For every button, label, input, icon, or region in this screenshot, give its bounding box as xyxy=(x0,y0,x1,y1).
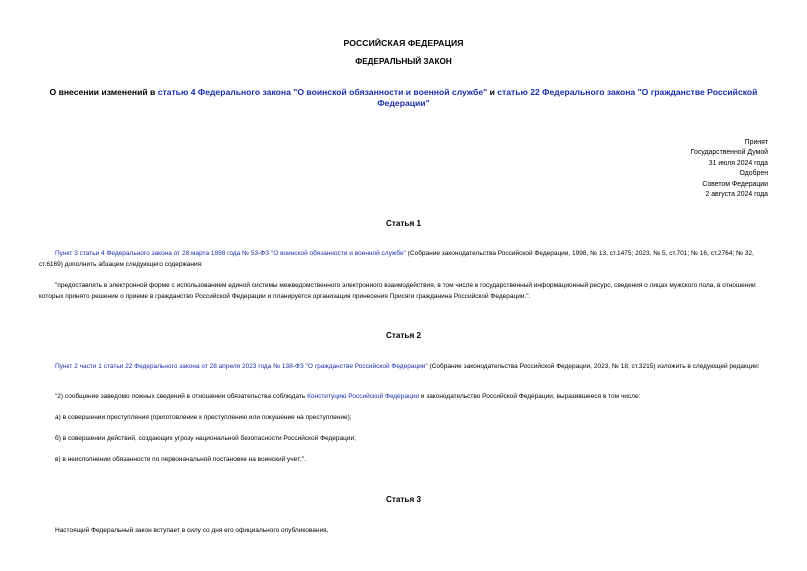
article-2-paragraph-2 xyxy=(39,391,768,402)
title-link-article-22[interactable]: статью 22 Федерального закона "О гражданстве Российской Федерации" xyxy=(377,87,758,108)
article-2-amendment-link[interactable]: Пункт 2 части 1 статьи 22 Федерального закона от 28 апреля 2023 года № 138-ФЗ "О гражданстве Российской Федерации" xyxy=(55,363,428,370)
article-3-heading: Статья 3 xyxy=(385,495,422,504)
article-1-amendment-link[interactable]: Пункт 3 статьи 4 Федерального закона от 28 марта 1998 года № 53-ФЗ "О воинской обязанности и военной службе" xyxy=(55,250,406,257)
acceptance-block xyxy=(628,138,768,200)
title-prefix: О внесении изменений в xyxy=(49,87,158,97)
law-type-heading: ФЕДЕРАЛЬНЫЙ ЗАКОН xyxy=(355,57,452,66)
article-2-paragraph-1-text: (Собрание законодательства Российской Федерации, 2023, № 18, ст.3215) изложить в следующей редакции: xyxy=(427,363,760,370)
article-2-item-c: в) в неисполнении обязанности по первоначальной постановке на воинский учет;". xyxy=(55,456,306,463)
article-2-item-b: б) в совершении действий, создающих угрозу национальной безопасности Российской Федерации; xyxy=(55,435,356,442)
duma-date: 31 июля 2024 года xyxy=(708,159,768,167)
accepted-label: Принят xyxy=(744,139,768,146)
article-1-heading: Статья 1 xyxy=(385,219,422,228)
title-mid: и xyxy=(487,87,498,97)
article-3-paragraph-1: Настоящий Федеральный закон вступает в силу со дня его официального опубликования. xyxy=(55,527,329,534)
article-1-paragraph-2: "предоставлять в электронной форме с использованием единой системы межведомственного электронного взаимодействия, в том числе в государственный информационный ресурс, сведения о лицах мужского пола, в отношении которых принято решение о приеме в гражданство Российской Федерации и планируется организация принесения Присяги гражданина Российской Федерации.". xyxy=(39,282,756,301)
article-2-item-a: а) в совершении преступления (приготовление к преступлению или покушение на преступление); xyxy=(55,414,352,421)
article-2-heading: Статья 2 xyxy=(385,331,422,340)
duma-label: Государственной Думой xyxy=(690,149,768,157)
article-2-paragraph-1 xyxy=(39,361,768,372)
federation-heading: РОССИЙСКАЯ ФЕДЕРАЦИЯ xyxy=(343,38,464,48)
article-2-paragraph-2-before: "2) сообщение заведомо ложных сведений в отношении обязательства соблюдать xyxy=(55,393,308,400)
council-label: Советом Федерации xyxy=(702,180,768,188)
approved-label: Одобрен xyxy=(739,170,768,178)
article-2-paragraph-2-after: и законодательство Российской Федерации, выразившееся в том числе: xyxy=(418,393,641,400)
article-1-paragraph-1 xyxy=(39,248,768,271)
constitution-link[interactable]: Конституцию Российской Федерации xyxy=(307,393,419,400)
council-date: 2 августа 2024 года xyxy=(705,191,768,199)
law-title xyxy=(40,87,767,109)
title-link-article-4[interactable]: статью 4 Федерального закона "О воинской обязанности и военной службе" xyxy=(157,87,488,97)
article-1-paragraph-1-text: (Собрание законодательства Российской Федерации, 1998, № 13, ст.1475; 2023, № 5, ст.701; № 16, ст.2764; № 32, ст.6169) дополнить абзацем следующего содержания: xyxy=(39,250,754,269)
